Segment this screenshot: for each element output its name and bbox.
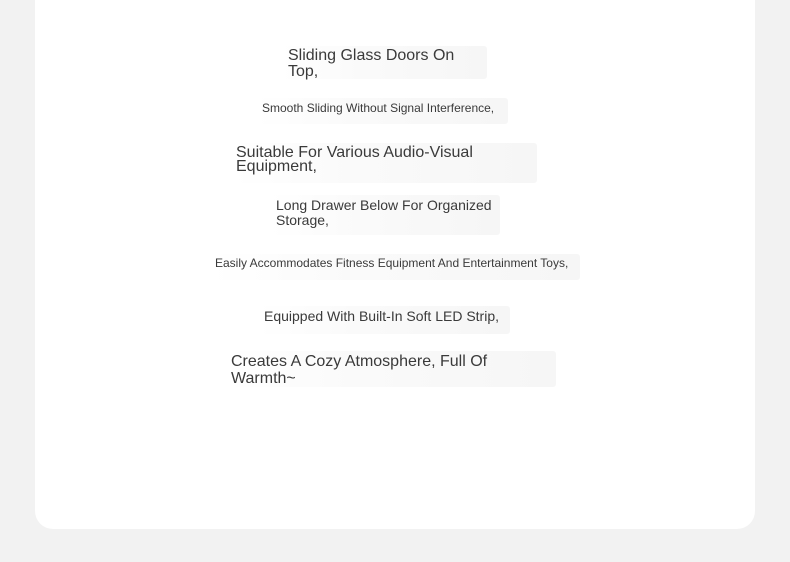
feature-line-sliding-glass-doors: Sliding Glass Doors On Top, bbox=[281, 46, 487, 79]
feature-line-cozy-atmosphere: Creates A Cozy Atmosphere, Full Of Warmth~ bbox=[226, 351, 556, 387]
feature-line-fitness-toys: Easily Accommodates Fitness Equipment And Entertainment Toys, bbox=[210, 254, 580, 280]
feature-line-audio-visual: Suitable For Various Audio-Visual Equipment, bbox=[233, 143, 537, 183]
feature-line-smooth-sliding: Smooth Sliding Without Signal Interference, bbox=[256, 98, 508, 124]
feature-line-led-strip: Equipped With Built-In Soft LED Strip, bbox=[258, 306, 510, 334]
feature-line-long-drawer: Long Drawer Below For Organized Storage, bbox=[270, 195, 500, 235]
